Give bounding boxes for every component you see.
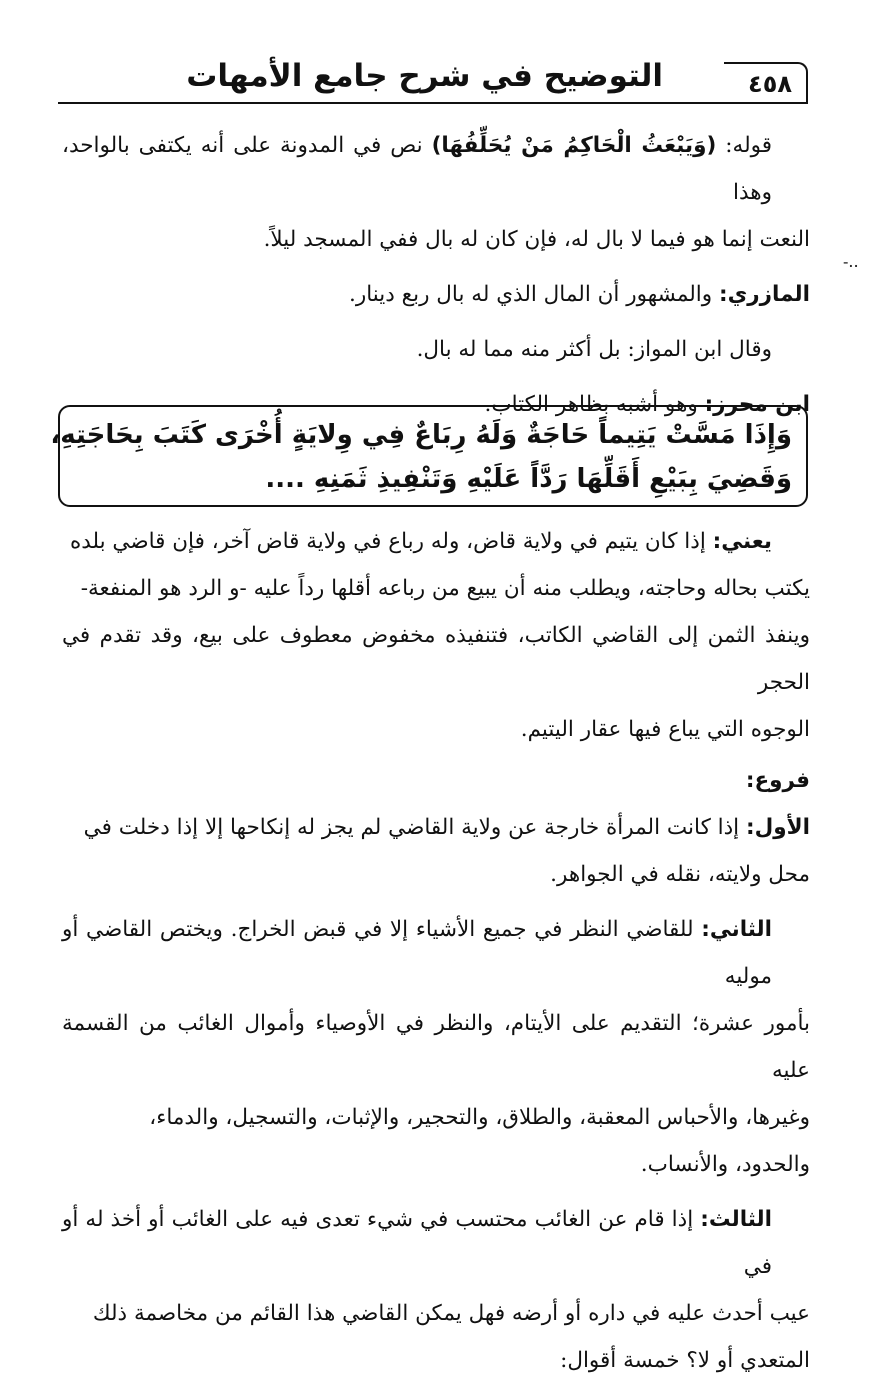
paragraph-text: وهو أشبه بظاهر الكتاب. (484, 392, 705, 417)
item-label: الثاني: (701, 917, 772, 942)
paragraph-text: والمشهور أن المال الذي له بال ربع دينار. (349, 282, 719, 307)
paragraph-mazari (62, 271, 810, 318)
page-header (58, 58, 808, 108)
speaker-label: ابن محرز: (704, 392, 810, 417)
paragraph-line: وغيرها، والأحباس المعقبة، والطلاق، والتحجير، والإثبات، والتسجيل، والدماء، (149, 1105, 810, 1130)
paragraph-line: بأمور عشرة؛ التقديم على الأيتام، والنظر في الأوصياء وأموال الغائب من القسمة عليه (62, 1011, 810, 1083)
paragraph-third (62, 1196, 810, 1290)
matn-box (50, 405, 808, 507)
paragraph-first (62, 804, 810, 851)
section-heading-furu: فروع: (745, 768, 810, 793)
item-label: الأول: (746, 815, 810, 840)
page-number-box (724, 62, 808, 102)
item-label: الثالث: (700, 1207, 772, 1232)
paragraph-line: الوجوه التي يباع فيها عقار اليتيم. (520, 717, 810, 742)
text-block-2 (62, 518, 810, 1384)
speaker-label: يعني: (712, 529, 772, 554)
paragraph-line: عيب أحدث عليه في داره أو أرضه فهل يمكن القاضي هذا القائم من مخاصمة ذلك (92, 1301, 810, 1326)
header-rule (58, 102, 808, 104)
speaker-label: المازري: (719, 282, 810, 307)
paragraph-second (62, 906, 810, 1000)
paragraph-line: والحدود، والأنساب. (640, 1152, 810, 1177)
paragraph-text: نص في المدونة على أنه يكتفى بالواحد، وهذا (62, 133, 772, 205)
matn-line: وَإِذَا مَسَّتْ يَتِيماً حَاجَةٌ وَلَهُ رِبَاعٌ فِي وِلايَةٍ أُخْرَى كَتَبَ بِحَاجَتِهِ، (50, 420, 792, 450)
paragraph-line: النعت إنما هو فيما لا بال له، فإن كان له بال ففي المسجد ليلاً. (263, 227, 810, 252)
paragraph-line: وينفذ الثمن إلى القاضي الكاتب، فتنفيذه مخفوض معطوف على بيع، وقد تقدم في الحجر (62, 623, 810, 695)
paragraph-text: إذا كان يتيم في ولاية قاض، وله رباع في ولاية قاض آخر، فإن قاضي بلده (69, 529, 713, 554)
running-title: التوضيح في شرح جامع الأمهات (186, 58, 663, 94)
page-number: ٤٥٨ (748, 70, 792, 98)
matn-quote: (وَيَبْعَثُ الْحَاكِمُ مَنْ يُحَلِّفُهَا) (431, 133, 717, 158)
paragraph-ibn-mawwaz: وقال ابن المواز: بل أكثر منه مما له بال. (416, 337, 772, 362)
paragraph-yani (62, 518, 810, 565)
matn-line: وَقَضِيَ بِبَيْعِ أَقَلِّهَا رَدَّاً عَلَيْهِ وَتَنْفِيذِ ثَمَنِهِ .... (265, 464, 792, 494)
text-block-1 (62, 122, 810, 428)
paragraph-text: إذا قام عن الغائب محتسب في شيء تعدى فيه على الغائب أو أخذ له أو في (62, 1207, 772, 1279)
paragraph-text: إذا كانت المرأة خارجة عن ولاية القاضي لم يجز له إنكاحها إلا إذا دخلت في (83, 815, 746, 840)
margin-mark: -.. (843, 252, 859, 271)
paragraph-line: يكتب بحاله وحاجته، ويطلب منه أن يبيع من رباعه أقلها رداً عليه -و الرد هو المنفعة- (80, 576, 810, 601)
paragraph-line: المتعدي أو لا؟ خمسة أقوال: (560, 1348, 810, 1373)
paragraph-line: محل ولايته، نقله في الجواهر. (550, 862, 810, 887)
lead-word: قوله: (716, 133, 772, 158)
paragraph-qawluh (62, 122, 810, 216)
paragraph-text: للقاضي النظر في جميع الأشياء إلا في قبض الخراج. ويختص القاضي أو موليه (62, 917, 772, 989)
